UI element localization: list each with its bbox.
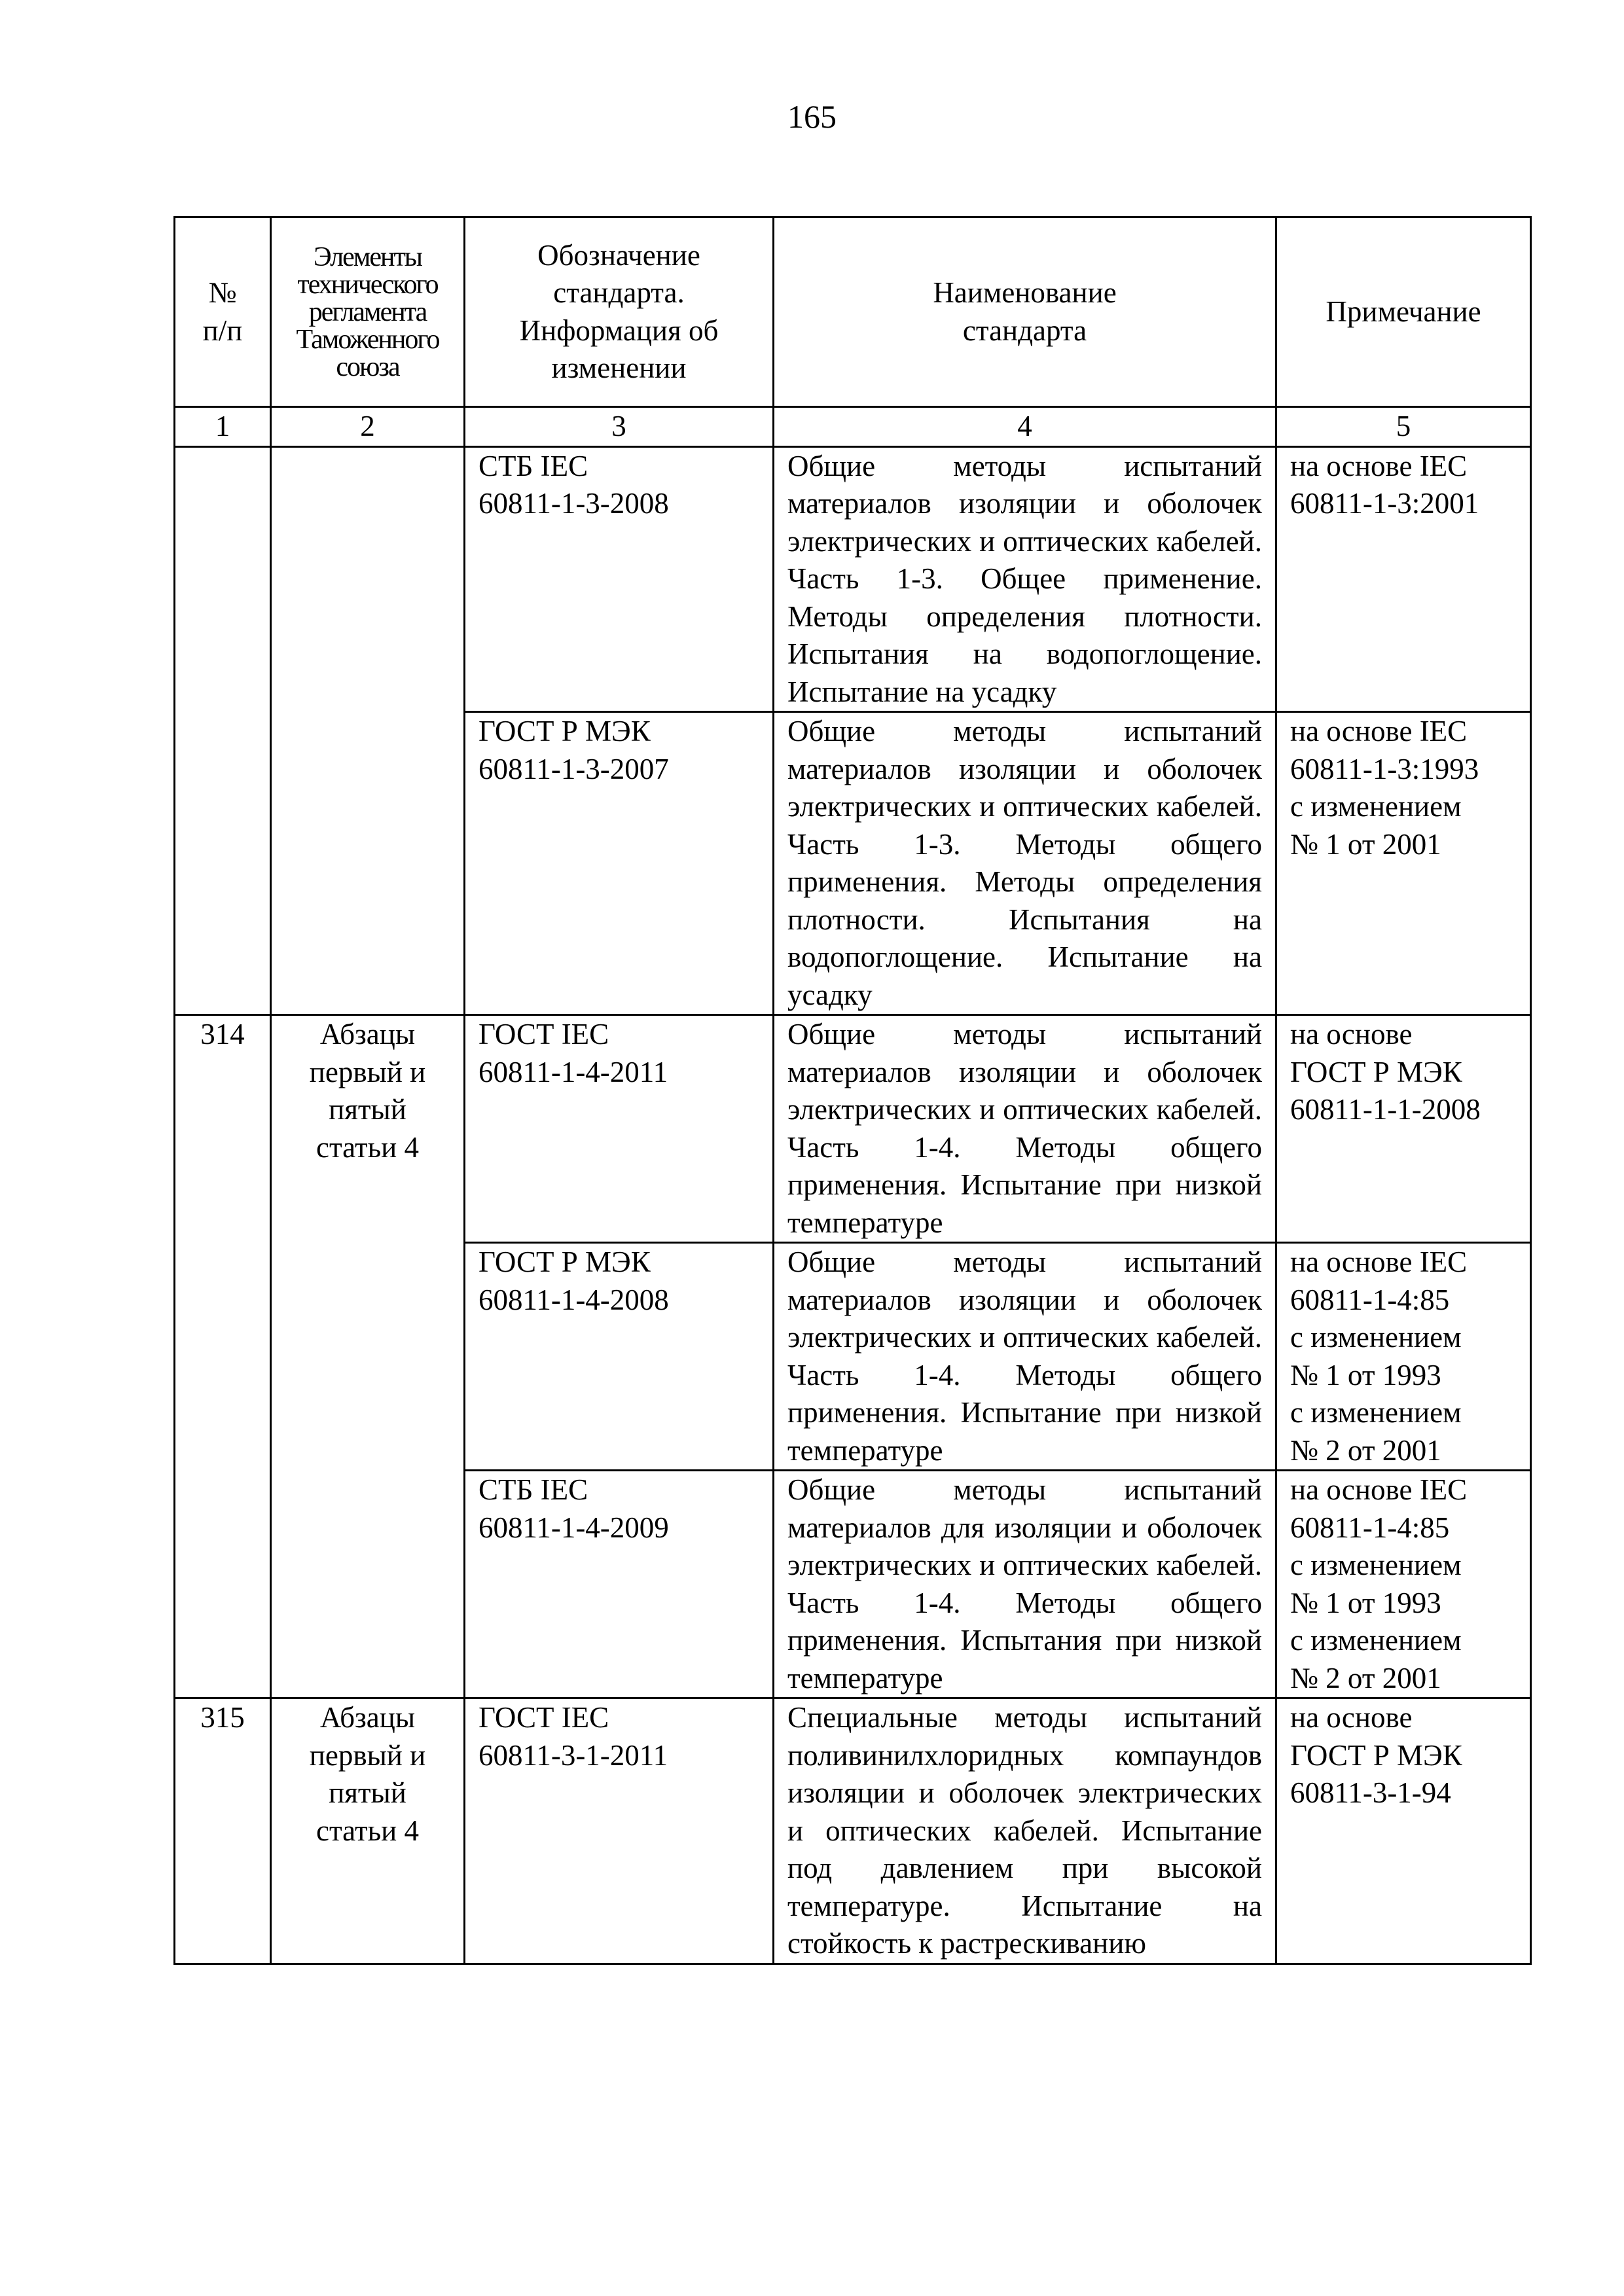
cell-note: на основе IEC 60811-1-3:2001 xyxy=(1276,446,1531,712)
cell-element: Абзацы первый и пятый статьи 4 xyxy=(271,1015,465,1698)
cell-number: 315 xyxy=(175,1698,271,1964)
cell-note: на основе ГОСТ Р МЭК 60811-1-1-2008 xyxy=(1276,1015,1531,1243)
cell-number: 314 xyxy=(175,1015,271,1698)
header-number: № п/п xyxy=(175,217,271,407)
table-row xyxy=(175,1015,1531,1243)
column-number-row xyxy=(175,407,1531,447)
cell-element xyxy=(271,446,465,1015)
cell-name: Общие методы испытаний материалов изоляции и оболочек электрических и оптических кабелей. Часть 1-3. Общее применение. Методы определения плотности. Испытания на водопоглощение. Испытание на усадку xyxy=(774,446,1276,712)
column-number: 5 xyxy=(1276,407,1531,447)
column-number: 1 xyxy=(175,407,271,447)
cell-note: на основе IEC 60811-1-4:85 с изменением № 1 от 1993 с изменением № 2 от 2001 xyxy=(1276,1471,1531,1698)
standards-table xyxy=(173,216,1532,1965)
header-name: Наименование стандарта xyxy=(774,217,1276,407)
cell-note: на основе ГОСТ Р МЭК 60811-3-1-94 xyxy=(1276,1698,1531,1964)
column-number: 3 xyxy=(465,407,774,447)
cell-designation: ГОСТ IEC 60811-3-1-2011 xyxy=(465,1698,774,1964)
cell-designation: ГОСТ Р МЭК 60811-1-4-2008 xyxy=(465,1243,774,1471)
cell-designation: СТБ IEC 60811-1-3-2008 xyxy=(465,446,774,712)
header-elements: Элементы технического регламента Таможенного союза xyxy=(271,217,465,407)
cell-designation: ГОСТ IEC 60811-1-4-2011 xyxy=(465,1015,774,1243)
header-note: Примечание xyxy=(1276,217,1531,407)
cell-name: Общие методы испытаний материалов изоляции и оболочек электрических и оптических кабелей. Часть 1-4. Методы общего применения. Испытание при низкой температуре xyxy=(774,1243,1276,1471)
cell-note: на основе IEC 60811-1-4:85 с изменением № 1 от 1993 с изменением № 2 от 2001 xyxy=(1276,1243,1531,1471)
table-row xyxy=(175,1698,1531,1964)
cell-designation: СТБ IEC 60811-1-4-2009 xyxy=(465,1471,774,1698)
cell-name: Общие методы испытаний материалов изоляции и оболочек электрических и оптических кабелей. Часть 1-3. Методы общего применения. Методы определения плотности. Испытания на водопоглощение. Испытание на усадку xyxy=(774,712,1276,1015)
page-number: 165 xyxy=(787,98,837,135)
cell-element: Абзацы первый и пятый статьи 4 xyxy=(271,1698,465,1964)
table-header-row xyxy=(175,217,1531,407)
cell-name: Специальные методы испытаний поливинилхлоридных компаундов изоляции и оболочек электрических и оптических кабелей. Испытание под давлением при высокой температуре. Испытание на стойкость к растрескиванию xyxy=(774,1698,1276,1964)
column-number: 2 xyxy=(271,407,465,447)
cell-designation: ГОСТ Р МЭК 60811-1-3-2007 xyxy=(465,712,774,1015)
cell-note: на основе IEC 60811-1-3:1993 с изменением № 1 от 2001 xyxy=(1276,712,1531,1015)
table-row xyxy=(175,446,1531,712)
column-number: 4 xyxy=(774,407,1276,447)
header-designation: Обозначение стандарта. Информация об изменении xyxy=(465,217,774,407)
cell-name: Общие методы испытаний материалов изоляции и оболочек электрических и оптических кабелей. Часть 1-4. Методы общего применения. Испытание при низкой температуре xyxy=(774,1015,1276,1243)
cell-name: Общие методы испытаний материалов для изоляции и оболочек электрических и оптических кабелей. Часть 1-4. Методы общего применения. Испытания при низкой температуре xyxy=(774,1471,1276,1698)
cell-number xyxy=(175,446,271,1015)
